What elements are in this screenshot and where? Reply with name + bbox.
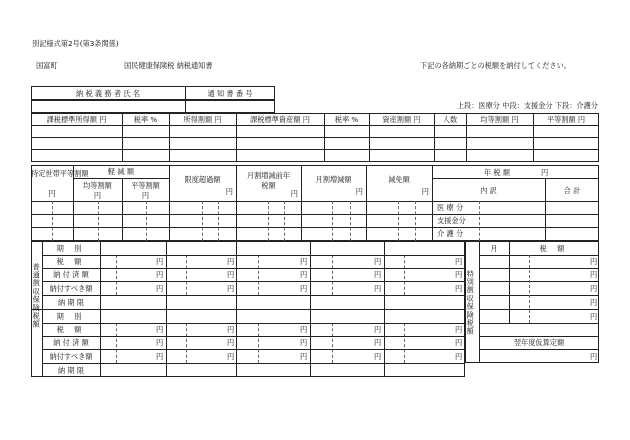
tier-note: 上段：医療分 中段：支援金分 下段：介護分 [456, 101, 598, 110]
ord-unit: 円 [374, 257, 382, 266]
ord-unit: 円 [227, 257, 235, 266]
equal-per-capita-label: 均等割額 [83, 181, 112, 190]
ord-unit: 円 [455, 284, 463, 293]
taxpayer-name-header: 納 税 義 務 者 氏 名 [75, 89, 141, 98]
basis-header-6: 人数 [442, 115, 458, 124]
medical-label: 医 療 分 [437, 203, 464, 212]
monthly-adjust-label: 月割増減額 [315, 175, 352, 184]
taxpayer-value-box [31, 100, 275, 113]
ord-unit: 円 [374, 338, 382, 347]
support-label: 支援金分 [437, 216, 466, 225]
special-unit: 円 [590, 298, 598, 307]
ord-unit: 円 [374, 352, 382, 361]
ord-unit: 円 [156, 325, 164, 334]
ord-unit: 円 [156, 270, 164, 279]
light-reduction-label: 軽 減 額 [107, 167, 135, 176]
ord-unit: 円 [156, 338, 164, 347]
ord-row-7: 納 付 済 額 [53, 338, 89, 347]
ord-unit: 円 [300, 352, 308, 361]
special-tax-header: 税 額 [539, 244, 569, 253]
ord-unit: 円 [455, 338, 463, 347]
ord-unit: 円 [455, 325, 463, 334]
notice-title: 国民健康保険税 納税通知書 [124, 61, 213, 70]
ord-row-4: 納 期 限 [57, 298, 85, 307]
excess-limit-label: 限度超過額 [184, 175, 221, 184]
special-unit: 円 [590, 312, 598, 321]
ord-unit: 円 [300, 270, 308, 279]
annual-amount-unit: 円 [541, 168, 549, 177]
ord-unit: 円 [455, 352, 463, 361]
special-side-label: 特別徴収保険税額 [466, 270, 476, 336]
ord-unit: 円 [374, 284, 382, 293]
exemption-unit: 円 [421, 187, 429, 196]
ord-unit: 円 [300, 338, 308, 347]
ord-row-1: 税 額 [56, 257, 86, 266]
basis-header-7: 均等割額 円 [480, 115, 519, 124]
annual-adjust-label: 月割増減前年税額 [246, 171, 291, 190]
annual-adjust-unit: 円 [290, 189, 298, 198]
ord-row-0: 期 別 [56, 244, 86, 253]
care-label: 介 護 分 [437, 229, 464, 238]
monthly-adjust-unit: 円 [355, 187, 363, 196]
ord-row-2: 納 付 済 額 [53, 270, 89, 279]
basis-header-0: 課税標準所得額 円 [46, 115, 107, 124]
basis-header-4: 税率 % [334, 115, 359, 124]
ord-row-5: 期 別 [56, 312, 86, 321]
basis-header-8: 平等割額 円 [546, 115, 586, 124]
ord-unit: 円 [300, 284, 308, 293]
ordinary-side-label: 普通徴収保険税額 [32, 263, 42, 329]
equal-per-household-label: 平等割額 [131, 181, 160, 190]
ord-unit: 円 [156, 352, 164, 361]
ord-row-3: 納付すべき額 [49, 284, 93, 293]
annual-amount-label: 年 税 額 [483, 168, 511, 177]
special-unit: 円 [590, 257, 598, 266]
specific-household-label: 特定世帯平等割額 [31, 169, 89, 178]
notice-number-header: 通 知 書 番 号 [207, 89, 253, 98]
next-year-unit: 円 [590, 352, 598, 361]
specific-household-unit: 円 [48, 189, 56, 198]
ord-row-6: 税 額 [56, 325, 86, 334]
basis-header-2: 所得割額 円 [183, 115, 222, 124]
equal-per-capita-unit: 円 [93, 191, 102, 200]
ord-unit: 円 [300, 325, 308, 334]
basis-header-1: 税率 % [133, 115, 158, 124]
ord-unit: 円 [227, 284, 235, 293]
special-month-header: 月 [490, 244, 498, 253]
ord-row-8: 納付すべき額 [49, 352, 93, 361]
ord-unit: 円 [227, 352, 235, 361]
ord-unit: 円 [455, 270, 463, 279]
basis-header-5: 資産割額 円 [382, 115, 421, 124]
special-unit: 円 [590, 270, 598, 279]
ord-unit: 円 [227, 338, 235, 347]
ord-unit: 円 [156, 284, 164, 293]
exemption-label: 減免額 [388, 175, 410, 184]
town-name: 国富町 [36, 61, 58, 70]
ord-unit: 円 [300, 257, 308, 266]
form-label: 別記様式第2号(第3条関係) [32, 39, 119, 48]
instruction-text: 下記の各納期ごとの税額を納付してください。 [420, 61, 571, 70]
ord-unit: 円 [374, 270, 382, 279]
equal-per-household-unit: 円 [141, 191, 150, 200]
ord-unit: 円 [227, 270, 235, 279]
next-year-label: 翌年度仮算定額 [513, 338, 565, 347]
ord-unit: 円 [156, 257, 164, 266]
ord-row-9: 納 期 限 [57, 366, 85, 375]
ord-unit: 円 [227, 325, 235, 334]
ord-unit: 円 [374, 325, 382, 334]
excess-limit-unit: 円 [225, 187, 233, 196]
breakdown-label: 内 訳 [480, 186, 497, 195]
total-label: 合 計 [563, 186, 581, 195]
ord-unit: 円 [455, 257, 463, 266]
basis-header-3: 課税標準資産額 円 [250, 115, 310, 124]
special-unit: 円 [590, 284, 598, 293]
